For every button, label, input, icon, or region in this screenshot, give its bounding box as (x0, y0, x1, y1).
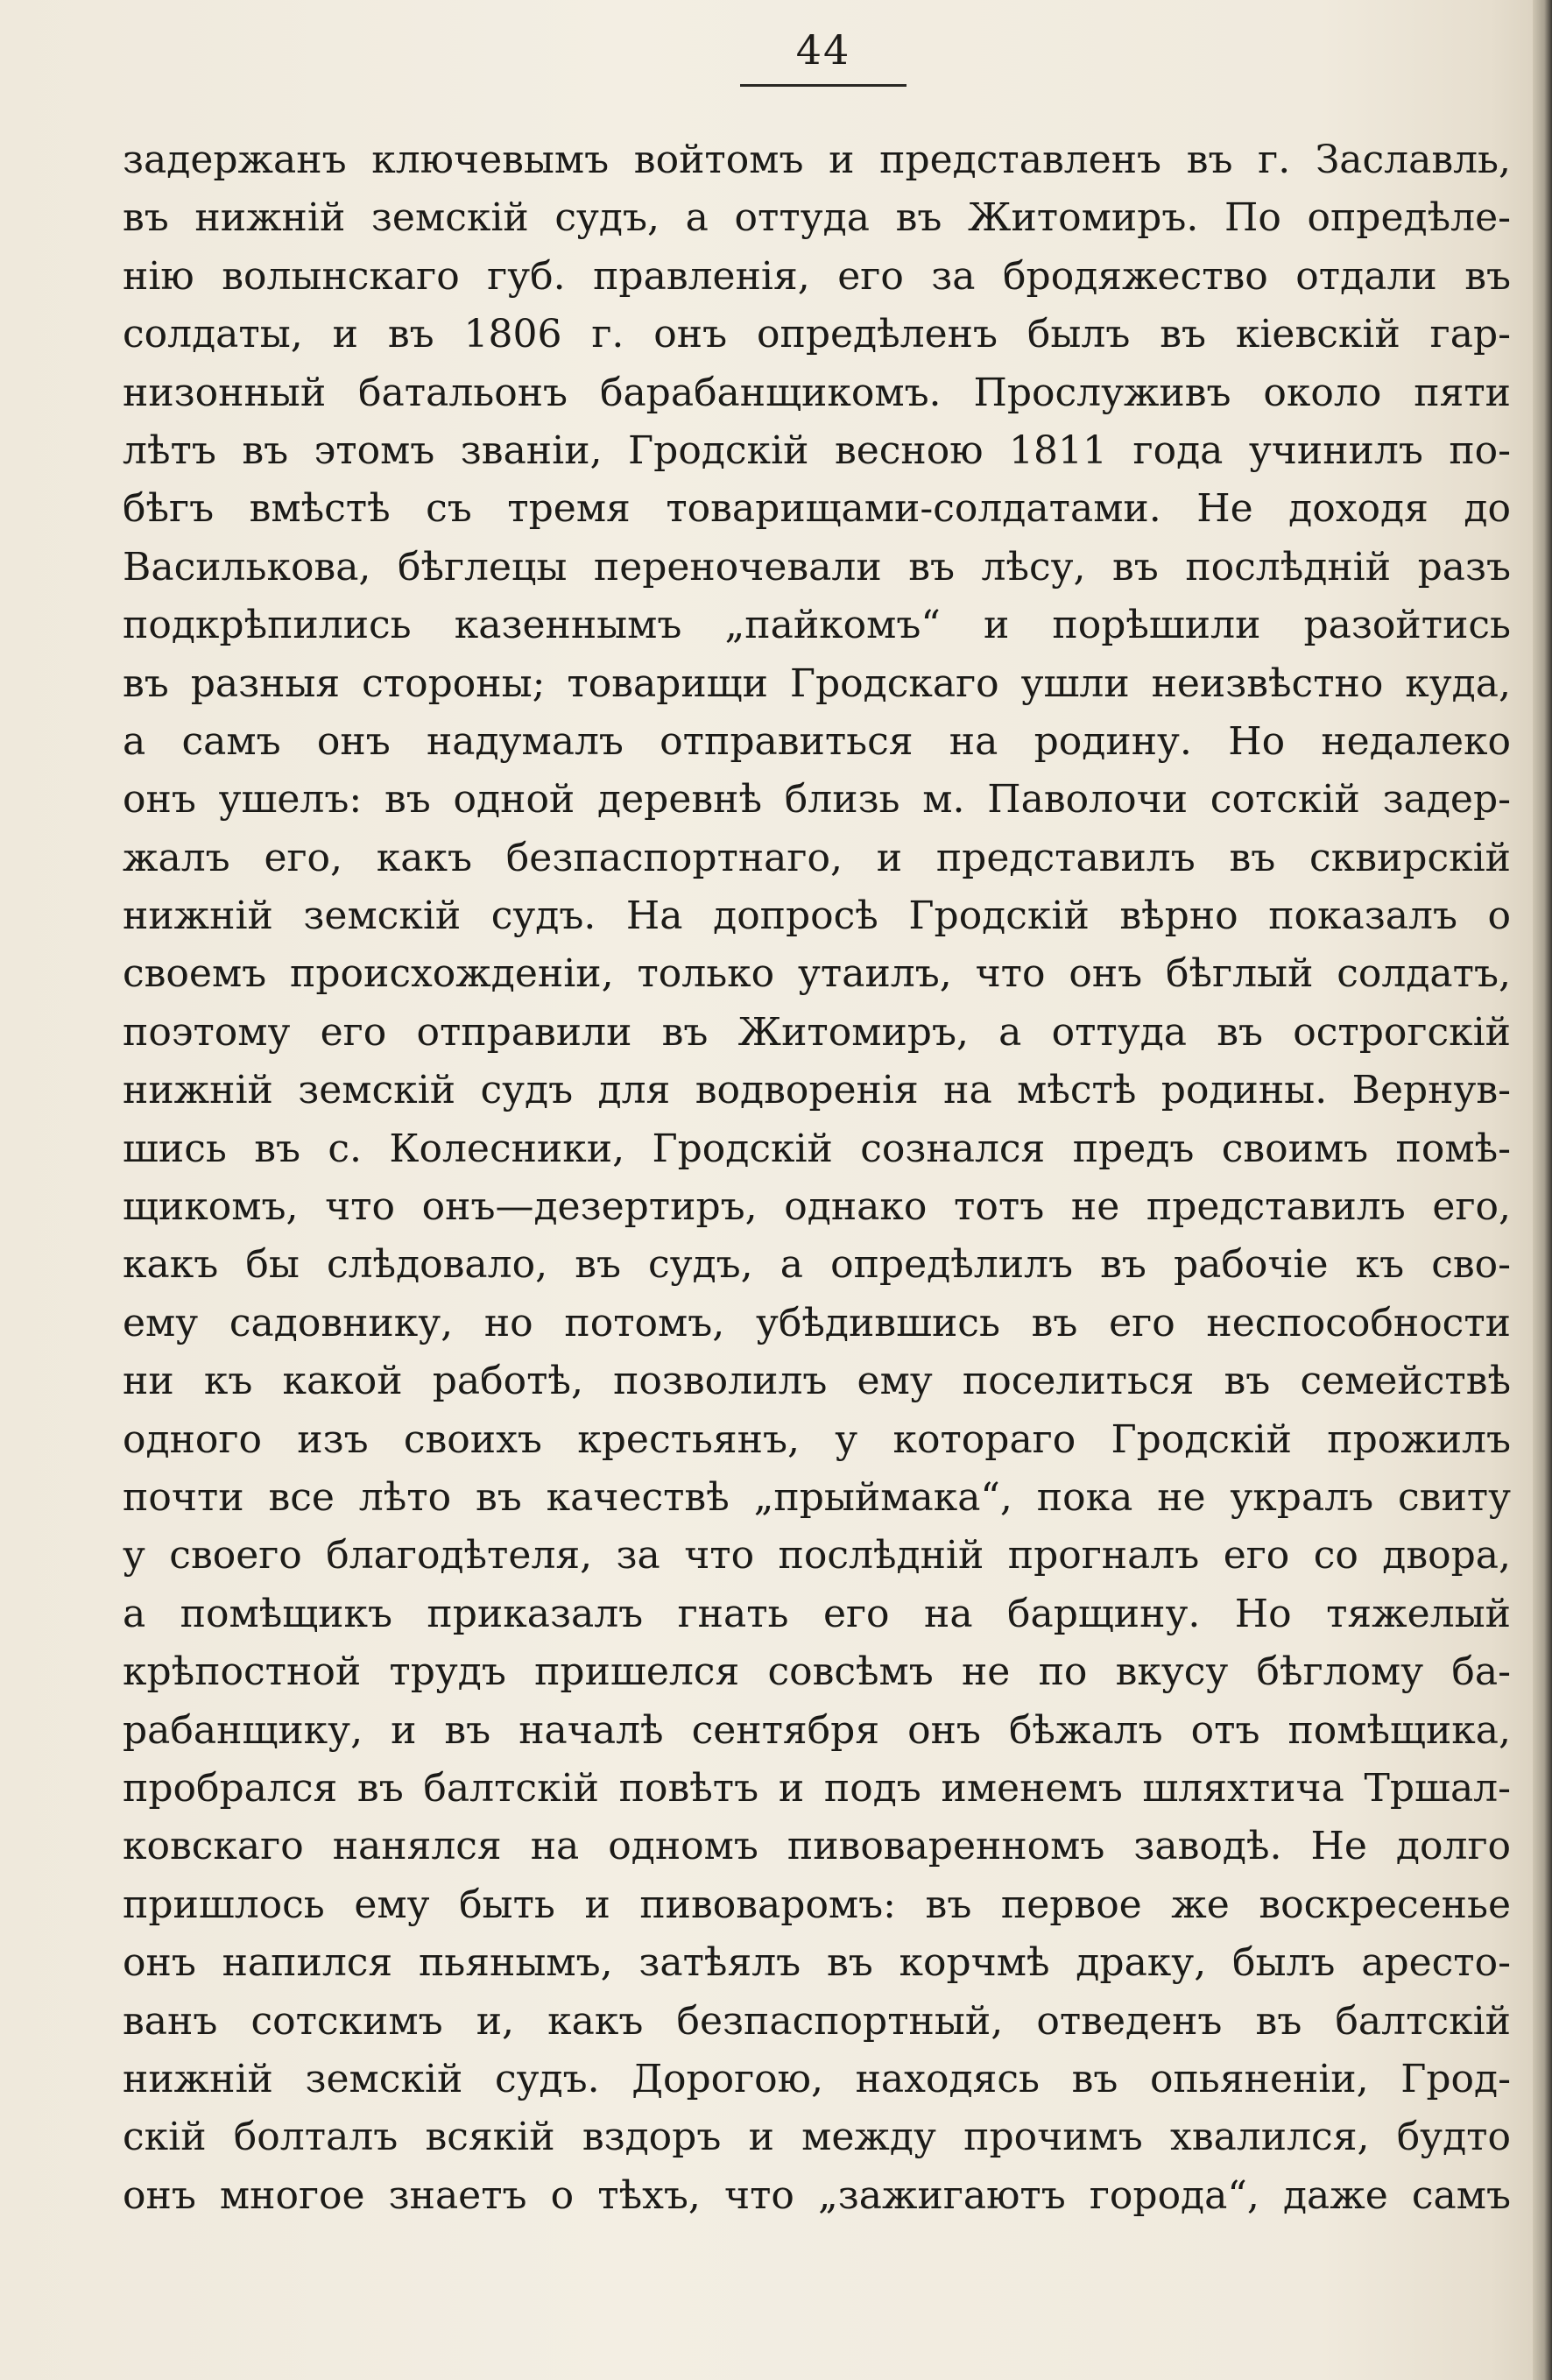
text-line: Василькова, бѣглецы переночевали въ лѣсу, въ послѣдній разъ (123, 544, 1511, 590)
text-line: почти все лѣто въ качествѣ „прыймака“, пока не укралъ свиту (123, 1474, 1511, 1520)
page-number: 44 (795, 26, 851, 74)
text-line: въ разныя стороны; товарищи Гродскаго ушли неизвѣстно куда, (123, 660, 1511, 706)
text-line: низонный батальонъ барабанщикомъ. Прослуживъ около пяти (123, 370, 1511, 415)
text-line: крѣпостной трудъ пришелся совсѣмъ не по вкусу бѣглому ба- (123, 1649, 1511, 1695)
text-line: онъ многое знаетъ о тѣхъ, что „зажигаютъ города“, даже самъ (123, 2172, 1511, 2218)
text-line: ему садовнику, но потомъ, убѣдившись въ его неспособности (123, 1300, 1511, 1345)
page-edge (1533, 0, 1552, 2380)
text-line: у своего благодѣтеля, за что послѣдній прогналъ его со двора, (123, 1533, 1511, 1578)
text-line: задержанъ ключевымъ войтомъ и представленъ въ г. Заславль, (123, 138, 1511, 182)
text-line: подкрѣпились казеннымъ „пайкомъ“ и порѣшили разойтись (123, 603, 1511, 648)
text-line: рабанщику, и въ началѣ сентября онъ бѣжалъ отъ помѣщика, (123, 1707, 1511, 1753)
text-line: лѣтъ въ этомъ званіи, Гродскій весною 1811 года учинилъ по- (123, 427, 1511, 473)
text-line: ковскаго нанялся на одномъ пивоваренномъ заводѣ. Не долго (123, 1824, 1511, 1869)
text-line: нижній земскій судъ. Дорогою, находясь въ опьяненіи, Грод- (123, 2056, 1511, 2101)
text-line: какъ бы слѣдовало, въ судъ, а опредѣлилъ въ рабочіе къ сво- (123, 1242, 1511, 1288)
text-line: поэтому его отправили въ Житомиръ, а оттуда въ острогскій (123, 1009, 1511, 1055)
text-line: одного изъ своихъ крестьянъ, у котораго Гродскій прожилъ (123, 1416, 1511, 1462)
text-line: въ нижній земскій судъ, а оттуда въ Житомиръ. По опредѣле- (123, 195, 1511, 241)
text-line: ванъ сотскимъ и, какъ безпаспортный, отведенъ въ балтскій (123, 1998, 1511, 2044)
text-line: пришлось ему быть и пивоваромъ: въ первое же воскресенье (123, 1882, 1511, 1927)
text-line: щикомъ, что онъ—дезертиръ, однако тотъ не представилъ его, (123, 1184, 1511, 1230)
text-line: бѣгъ вмѣстѣ съ тремя товарищами-солдатами. Не доходя до (123, 486, 1511, 532)
text-line: скій болталъ всякій вздоръ и между прочимъ хвалился, будто (123, 2115, 1511, 2160)
text-line: нижній земскій судъ для водворенія на мѣстѣ родины. Вернув- (123, 1068, 1511, 1113)
text-line: а помѣщикъ приказалъ гнать его на барщину. Но тяжелый (123, 1591, 1511, 1636)
text-line: жалъ его, какъ безпаспортнаго, и представилъ въ сквирскій (123, 835, 1511, 880)
body-text (123, 131, 1511, 2225)
text-line: солдаты, и въ 1806 г. онъ опредѣленъ былъ въ кіевскій гар- (123, 312, 1511, 357)
text-line: нижній земскій судъ. На допросѣ Гродскій вѣрно показалъ о (123, 893, 1511, 939)
text-line: онъ напился пьянымъ, затѣялъ въ корчмѣ драку, былъ аресто- (123, 1940, 1511, 1986)
text-line: а самъ онъ надумалъ отправиться на родину. Но недалеко (123, 718, 1511, 764)
page-number-rule (740, 84, 907, 87)
text-line: нію волынскаго губ. правленія, его за бродяжество отдали въ (123, 253, 1511, 299)
text-line: шись въ с. Колесники, Гродскій сознался предъ своимъ помѣ- (123, 1126, 1511, 1171)
text-line: ни къ какой работѣ, позволилъ ему поселиться въ семействѣ (123, 1359, 1511, 1404)
text-line: своемъ происхожденіи, только утаилъ, что онъ бѣглый солдатъ, (123, 951, 1511, 997)
text-line: онъ ушелъ: въ одной деревнѣ близь м. Паволочи сотскій задер- (123, 777, 1511, 823)
text-line: пробрался въ балтскій повѣтъ и подъ именемъ шляхтича Тршал- (123, 1765, 1511, 1811)
